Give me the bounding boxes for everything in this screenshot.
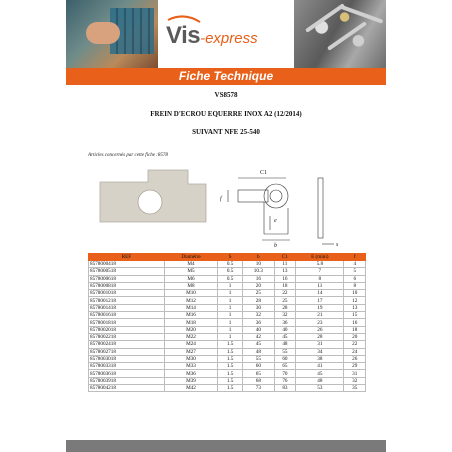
col-diameter-header: Diamètre: [164, 254, 217, 261]
table-cell: 35: [344, 385, 366, 392]
table-cell: 60: [243, 363, 275, 370]
table-cell: M10: [164, 290, 217, 297]
table-cell: 5: [344, 268, 366, 275]
table-cell: 38: [296, 355, 344, 362]
col-f-header: f: [344, 254, 366, 261]
table-cell: 8578001818: [89, 319, 165, 326]
table-cell: 8578003018: [89, 355, 165, 362]
label-f: f: [220, 196, 222, 202]
table-cell: M5: [164, 268, 217, 275]
label-b: b: [274, 243, 277, 248]
table-cell: 21: [296, 312, 344, 319]
table-row: [89, 355, 366, 362]
screw-image: [327, 21, 367, 51]
vis-express-logo: [166, 14, 286, 54]
table-cell: 1: [218, 326, 243, 333]
table-row: [89, 319, 366, 326]
table-cell: 1.5: [218, 355, 243, 362]
table-cell: 20: [243, 282, 275, 289]
table-cell: 8578003618: [89, 370, 165, 377]
table-cell: 1: [218, 312, 243, 319]
table-cell: 6: [344, 275, 366, 282]
table-row: [89, 282, 366, 289]
table-row: [89, 370, 366, 377]
table-cell: 8578001418: [89, 304, 165, 311]
hand-image: [86, 22, 120, 44]
table-cell: 70: [274, 370, 295, 377]
table-cell: 0.5: [218, 261, 243, 268]
table-cell: 28: [296, 333, 344, 340]
table-cell: M33: [164, 363, 217, 370]
col-b-header: b: [243, 254, 275, 261]
table-cell: M42: [164, 385, 217, 392]
table-cell: 30: [243, 304, 275, 311]
table-cell: M22: [164, 333, 217, 340]
table-row: [89, 333, 366, 340]
table-cell: 16: [243, 275, 275, 282]
screws-photo: [294, 0, 386, 68]
table-row: [89, 290, 366, 297]
table-cell: 1.5: [218, 363, 243, 370]
table-cell: M12: [164, 297, 217, 304]
table-row: [89, 326, 366, 333]
table-cell: 8: [296, 275, 344, 282]
table-cell: 45: [296, 370, 344, 377]
table-cell: 8: [344, 282, 366, 289]
applicable-articles-note: Articles concernés par cette fiche :8578: [88, 153, 168, 158]
table-cell: 1.5: [218, 377, 243, 384]
table-row: [89, 348, 366, 355]
table-cell: 31: [296, 341, 344, 348]
dimensions-table: [88, 253, 366, 392]
table-cell: 28: [274, 304, 295, 311]
table-cell: 4: [344, 261, 366, 268]
table-cell: M36: [164, 370, 217, 377]
table-cell: M6: [164, 275, 217, 282]
table-cell: 48: [243, 348, 275, 355]
table-cell: 76: [274, 377, 295, 384]
table-cell: 13: [344, 304, 366, 311]
table-cell: 31: [344, 370, 366, 377]
table-cell: 8578002718: [89, 348, 165, 355]
table-cell: 19: [296, 304, 344, 311]
table-cell: 32: [274, 312, 295, 319]
table-cell: 22: [344, 341, 366, 348]
table-cell: M14: [164, 304, 217, 311]
table-cell: 25: [243, 290, 275, 297]
label-e: e: [274, 218, 277, 224]
table-cell: 1: [218, 290, 243, 297]
table-cell: 1.5: [218, 341, 243, 348]
table-cell: 53: [296, 385, 344, 392]
table-cell: 65: [274, 363, 295, 370]
label-c1: C1: [260, 170, 268, 176]
table-cell: 22: [274, 290, 295, 297]
table-cell: 45: [274, 333, 295, 340]
table-row: [89, 363, 366, 370]
table-cell: 20: [344, 333, 366, 340]
table-cell: 8578002018: [89, 326, 165, 333]
table-cell: 73: [243, 385, 275, 392]
table-cell: 45: [243, 341, 275, 348]
product-name: FREIN D'ECROU EQUERRE INOX A2 (12/2014): [150, 110, 302, 118]
table-cell: 28: [243, 297, 275, 304]
col-e-min-header: E (mini): [296, 254, 344, 261]
table-row: [89, 341, 366, 348]
table-cell: 11: [296, 282, 344, 289]
table-cell: 32: [344, 377, 366, 384]
table-cell: M8: [164, 282, 217, 289]
table-cell: 40: [243, 326, 275, 333]
table-cell: 1: [218, 304, 243, 311]
product-norm: SUIVANT NFE 25-540: [192, 128, 260, 136]
table-cell: 10: [243, 261, 275, 268]
table-cell: 8578003318: [89, 363, 165, 370]
table-cell: M20: [164, 326, 217, 333]
table-row: [89, 312, 366, 319]
table-cell: 48: [296, 377, 344, 384]
table-cell: 26: [344, 355, 366, 362]
table-row: [89, 304, 366, 311]
table-cell: 1.5: [218, 348, 243, 355]
table-cell: 42: [243, 333, 275, 340]
col-ref-header: REF: [89, 254, 165, 261]
table-cell: 8578004218: [89, 385, 165, 392]
table-cell: 10.3: [243, 268, 275, 275]
table-cell: 1: [218, 282, 243, 289]
table-cell: 8578002218: [89, 333, 165, 340]
table-cell: 8578002418: [89, 341, 165, 348]
label-s: s: [336, 242, 339, 248]
table-cell: 83: [274, 385, 295, 392]
table-cell: 8578001218: [89, 297, 165, 304]
table-cell: M24: [164, 341, 217, 348]
table-cell: 1: [218, 333, 243, 340]
screw-image: [339, 4, 384, 23]
table-cell: 34: [296, 348, 344, 355]
table-cell: 55: [243, 355, 275, 362]
logo-main-text: Vis: [166, 22, 201, 49]
table-header-row: [89, 254, 366, 261]
table-cell: 13: [274, 268, 295, 275]
table-row: [89, 297, 366, 304]
table-cell: 26: [296, 326, 344, 333]
technical-drawing: [228, 178, 334, 244]
table-row: [89, 261, 366, 268]
table-cell: 14: [296, 290, 344, 297]
product-figure: [88, 160, 378, 248]
table-row: [89, 385, 366, 392]
table-cell: 17: [296, 297, 344, 304]
table-cell: 16: [344, 319, 366, 326]
table-cell: M39: [164, 377, 217, 384]
table-cell: 36: [243, 319, 275, 326]
table-cell: 8578001018: [89, 290, 165, 297]
table-cell: M18: [164, 319, 217, 326]
table-cell: M30: [164, 355, 217, 362]
table-cell: 1.5: [218, 385, 243, 392]
table-cell: 8578000618: [89, 275, 165, 282]
table-body: [89, 261, 366, 392]
table-cell: 0.5: [218, 275, 243, 282]
table-cell: 29: [344, 363, 366, 370]
sheet-title-bar: Fiche Technique: [66, 68, 386, 85]
table-row: [89, 268, 366, 275]
table-cell: 16: [274, 275, 295, 282]
table-cell: 8578003918: [89, 377, 165, 384]
table-cell: 41: [296, 363, 344, 370]
table-cell: 11: [274, 261, 295, 268]
washer-photo: [100, 170, 206, 222]
header-banner: [66, 0, 386, 68]
table-cell: 8578000818: [89, 282, 165, 289]
col-c1-header: C1: [274, 254, 295, 261]
table-cell: 8578000518: [89, 268, 165, 275]
table-cell: 65: [243, 370, 275, 377]
table-cell: 40: [274, 326, 295, 333]
table-cell: 32: [243, 312, 275, 319]
table-cell: 5.8: [296, 261, 344, 268]
table-cell: 1.5: [218, 370, 243, 377]
table-cell: 12: [344, 297, 366, 304]
product-ref: VS8578: [214, 91, 238, 99]
tools-photo: [66, 0, 158, 68]
table-cell: 36: [274, 319, 295, 326]
table-cell: 8578001618: [89, 312, 165, 319]
table-cell: 18: [274, 282, 295, 289]
table-cell: 25: [274, 297, 295, 304]
table-row: [89, 275, 366, 282]
table-cell: 48: [274, 341, 295, 348]
table-cell: 1: [218, 297, 243, 304]
logo-suffix-text: -express: [200, 30, 258, 47]
table-cell: 60: [274, 355, 295, 362]
table-cell: 7: [296, 268, 344, 275]
table-row: [89, 377, 366, 384]
technical-sheet-page: [66, 0, 386, 452]
col-s-header: S: [218, 254, 243, 261]
table-cell: 15: [344, 312, 366, 319]
table-cell: 0.5: [218, 268, 243, 275]
table-cell: M16: [164, 312, 217, 319]
table-cell: M27: [164, 348, 217, 355]
table-cell: 1: [218, 319, 243, 326]
footer-bar: [66, 440, 386, 452]
table-cell: 18: [344, 326, 366, 333]
table-cell: 23: [296, 319, 344, 326]
table-cell: 8578000418: [89, 261, 165, 268]
table-cell: M4: [164, 261, 217, 268]
table-cell: 55: [274, 348, 295, 355]
table-cell: 68: [243, 377, 275, 384]
table-cell: 24: [344, 348, 366, 355]
table-cell: 10: [344, 290, 366, 297]
